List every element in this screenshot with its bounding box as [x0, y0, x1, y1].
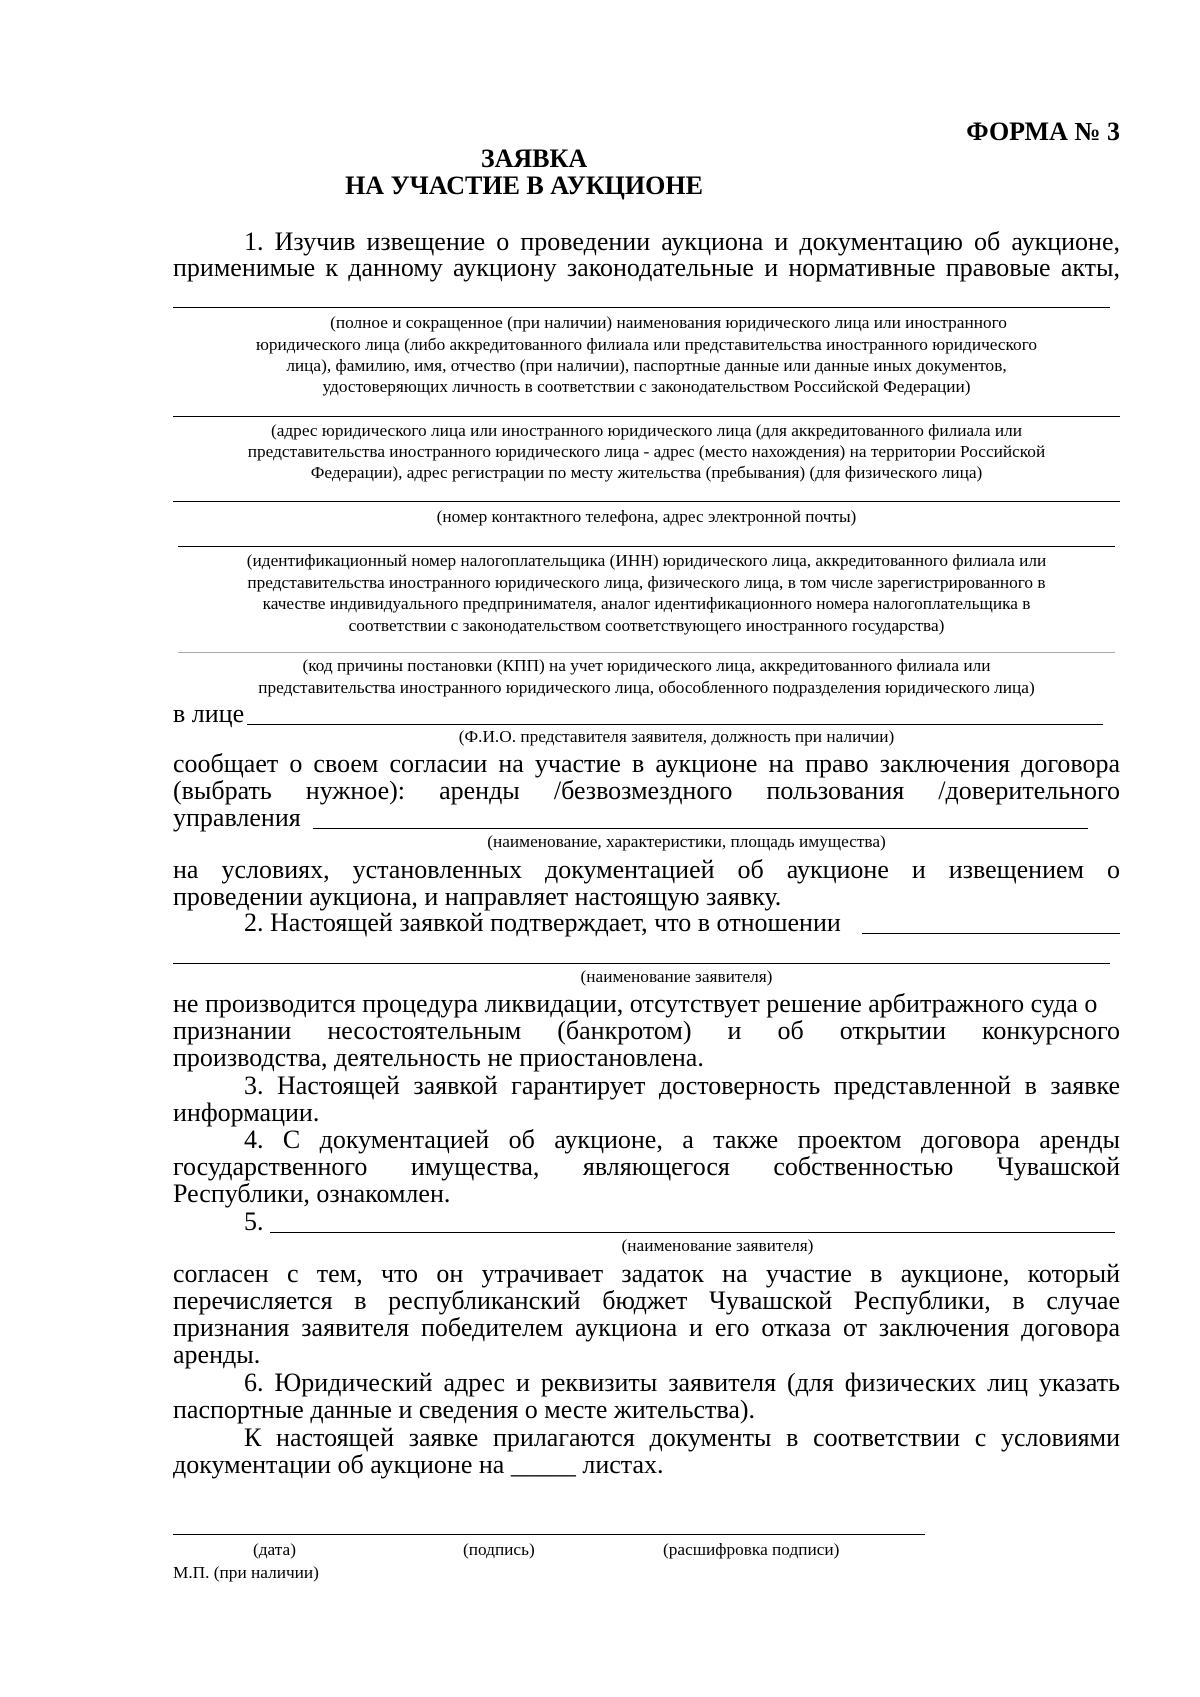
caption-inn-2: представительства иностранного юридического лица, физического лица, в том числе зарегистрированного в: [247, 573, 1046, 592]
clause6-line2: паспортные данные и сведения о месте жительства).: [173, 1395, 756, 1424]
caption-address-1: (адрес юридического лица или иностранного юридического лица (для аккредитованного филиала или: [270, 421, 1023, 440]
clause2-field-line-a[interactable]: [862, 933, 1120, 934]
address-field-line[interactable]: [173, 416, 1120, 417]
representative-field-line[interactable]: [247, 724, 1103, 725]
in-person-label: в лице: [173, 699, 245, 728]
caption-kpp-2: представительства иностранного юридического лица, обособленного подразделения юридического лица): [258, 678, 1035, 697]
inn-field-line[interactable]: [178, 546, 1115, 547]
attachments-line2: документации об аукционе на _____ листах.: [173, 1450, 664, 1479]
caption-property: (наименование, характеристики, площадь имущества): [487, 832, 886, 851]
clause1-line2: применимые к данному аукциону законодательные и нормативные правовые акты,: [173, 253, 1120, 282]
caption-name-1: (полное и сокращенное (при наличии) наименования юридического лица или иностранного: [330, 313, 1007, 332]
signature-line[interactable]: [173, 1534, 925, 1535]
caption-inn-3: качестве индивидуального предпринимателя, аналог идентификационного номера налогоплательщика в: [262, 594, 1031, 613]
clause3-line2: информации.: [173, 1098, 320, 1127]
caption-address-2: представительства иностранного юридического лица - адрес (место нахождения) на территории Российской: [247, 442, 1046, 461]
caption-address-3: Федерации), адрес регистрации по месту жительства (пребывания) (для физического лица): [310, 463, 983, 482]
title-line1: ЗАЯВКА: [480, 144, 588, 173]
caption-name-2: юридического лица (либо аккредитованного филиала или представительства иностранного юридического: [255, 335, 1037, 354]
form-number: ФОРМА № 3: [966, 117, 1120, 146]
clause4-line3: Республики, ознакомлен.: [173, 1179, 451, 1208]
clause5-line3: признания заявителя победителем аукциона и его отказа от заключения договора: [173, 1313, 1120, 1342]
clause2-line1: 2. Настоящей заявкой подтверждает, что в отношении: [244, 908, 841, 937]
clause5-number: 5.: [244, 1207, 264, 1236]
caption-name-3: лица), фамилию, имя, отчество (при наличии), паспортные данные или данные иных документов,: [286, 356, 1007, 375]
caption-inn-1: (идентификационный номер налогоплательщика (ИНН) юридического лица, аккредитованного филиала или: [246, 551, 1047, 570]
consent-line2: (выбрать нужное): аренды /безвозмездного пользования /доверительного: [173, 776, 1120, 805]
conditions-line2: проведении аукциона, и направляет настоящую заявку.: [173, 882, 782, 911]
property-field-line[interactable]: [313, 828, 1088, 829]
stamp-label: М.П. (при наличии): [173, 1563, 319, 1582]
clause6-line1: 6. Юридический адрес и реквизиты заявителя (для физических лиц указать: [244, 1368, 1120, 1397]
caption-contacts: (номер контактного телефона, адрес электронной почты): [436, 507, 857, 526]
clause5-line4: аренды.: [173, 1340, 261, 1369]
sheet-count-field[interactable]: _____: [510, 1450, 576, 1479]
caption-representative: (Ф.И.О. представителя заявителя, должность при наличии): [458, 727, 895, 746]
attachments-line1: К настоящей заявке прилагаются документы в соответствии с условиями: [244, 1423, 1120, 1452]
clause5-line2: перечисляется в республиканский бюджет Чувашской Республики, в случае: [173, 1286, 1120, 1315]
caption-kpp-1: (код причины постановки (КПП) на учет юридического лица, аккредитованного филиала или: [302, 656, 991, 675]
clause2-field-line-b[interactable]: [173, 963, 1110, 964]
date-label: (дата): [253, 1540, 296, 1559]
clause1-line1: 1. Изучив извещение о проведении аукциона и документацию об аукционе,: [244, 227, 1120, 256]
contacts-field-line[interactable]: [173, 501, 1120, 502]
clause5-line1: согласен с тем, что он утрачивает задаток на участие в аукционе, который: [173, 1259, 1120, 1288]
title-line2: НА УЧАСТИЕ В АУКЦИОНЕ: [345, 171, 703, 200]
clause5-field-line[interactable]: [270, 1232, 1115, 1233]
name-field-line[interactable]: [173, 307, 1110, 308]
clause2-line4: производства, деятельность не приостановлена.: [173, 1043, 704, 1072]
clause3-line1: 3. Настоящей заявкой гарантирует достоверность представленной в заявке: [244, 1071, 1120, 1100]
signature-decode-label: (расшифровка подписи): [663, 1540, 840, 1559]
caption-applicant-5: (наименование заявителя): [621, 1236, 814, 1255]
signature-label: (подпись): [463, 1540, 535, 1559]
caption-name-4: удостоверяющих личность в соответствии с законодательством Российской Федерации): [322, 377, 971, 396]
clause4-line2: государственного имущества, являющегося собственностью Чувашской: [173, 1152, 1120, 1181]
clause4-line1: 4. С документацией об аукционе, а также проектом договора аренды: [244, 1125, 1120, 1154]
kpp-field-line[interactable]: [178, 652, 1115, 653]
consent-line1: сообщает о своем согласии на участие в аукционе на право заключения договора: [173, 749, 1120, 778]
caption-inn-4: соответствии с законодательством соответствующего иностранного государства): [348, 616, 945, 635]
conditions-line1: на условиях, установленных документацией об аукционе и извещением о: [173, 855, 1120, 884]
clause2-line3: признании несостоятельным (банкротом) и об открытии конкурсного: [173, 1016, 1120, 1045]
caption-applicant-2: (наименование заявителя): [580, 967, 773, 986]
consent-line3: управления: [173, 803, 301, 832]
clause2-line2: не производится процедура ликвидации, отсутствует решение арбитражного суда о: [173, 989, 1098, 1018]
